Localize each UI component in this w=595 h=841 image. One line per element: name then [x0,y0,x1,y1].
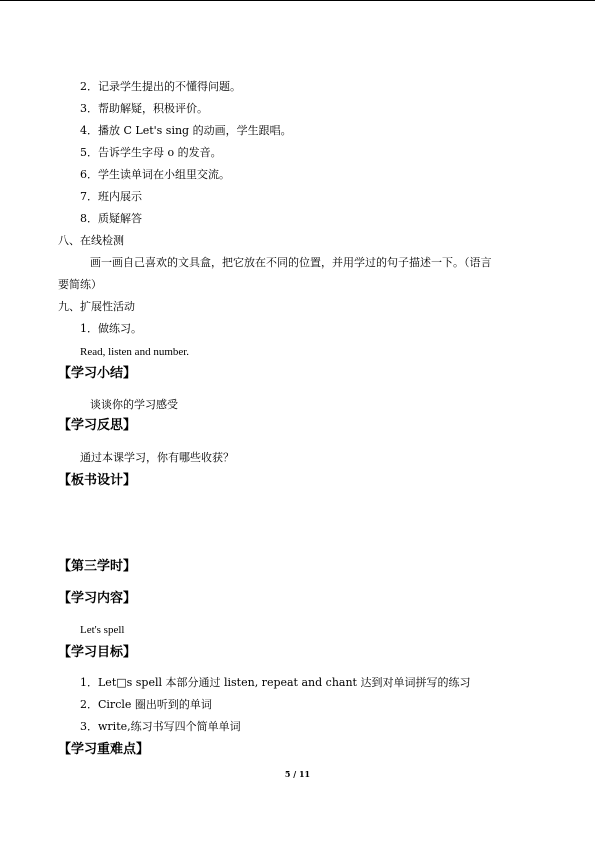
goal-item-3: 3．write,练习书写四个简单单词 [80,720,241,733]
goal-item-1: 1．Let□s spell 本部分通过 listen, repeat and chant 达到对单词拼写的练习 [80,676,471,689]
top-rule [0,0,595,1]
content-heading: 【学习内容】 [58,591,137,606]
section-8-text-line2: 要简练） [58,278,102,291]
step-4: 4．播放 C Let's sing 的动画，学生跟唱。 [80,124,292,137]
page-number: 5 / 11 [284,769,311,779]
section-8-text-line1: 画一画自己喜欢的文具盒，把它放在不同的位置，并用学过的句子描述一下。（语言 [90,256,492,269]
step-7: 7．班内展示 [80,190,142,203]
step-6: 6．学生读单词在小组里交流。 [80,168,230,181]
summary-heading: 【学习小结】 [58,366,137,381]
keypoints-heading: 【学习重难点】 [58,742,150,757]
content-text: Let's spell [80,624,125,636]
reflection-heading: 【学习反思】 [58,418,137,433]
section-9-title: 九、扩展性活动 [58,300,135,313]
goals-heading: 【学习目标】 [58,645,137,660]
step-5: 5．告诉学生字母 o 的发音。 [80,146,222,159]
summary-text: 谈谈你的学习感受 [90,398,178,411]
reflection-text: 通过本课学习，你有哪些收获？ [80,451,234,464]
step-3: 3．帮助解疑，积极评价。 [80,102,208,115]
step-2: 2．记录学生提出的不懂得问题。 [80,80,241,93]
goal-item-2: 2．Circle 圈出听到的单词 [80,698,212,711]
step-8: 8．质疑解答 [80,212,142,225]
section-9-item-1: 1．做练习。 [80,322,142,335]
section-8-title: 八、在线检测 [58,234,124,247]
section-9-item-2: Read, listen and number. [80,346,190,358]
third-lesson-heading: 【第三学时】 [58,559,137,574]
board-design-heading: 【板书设计】 [58,473,137,488]
